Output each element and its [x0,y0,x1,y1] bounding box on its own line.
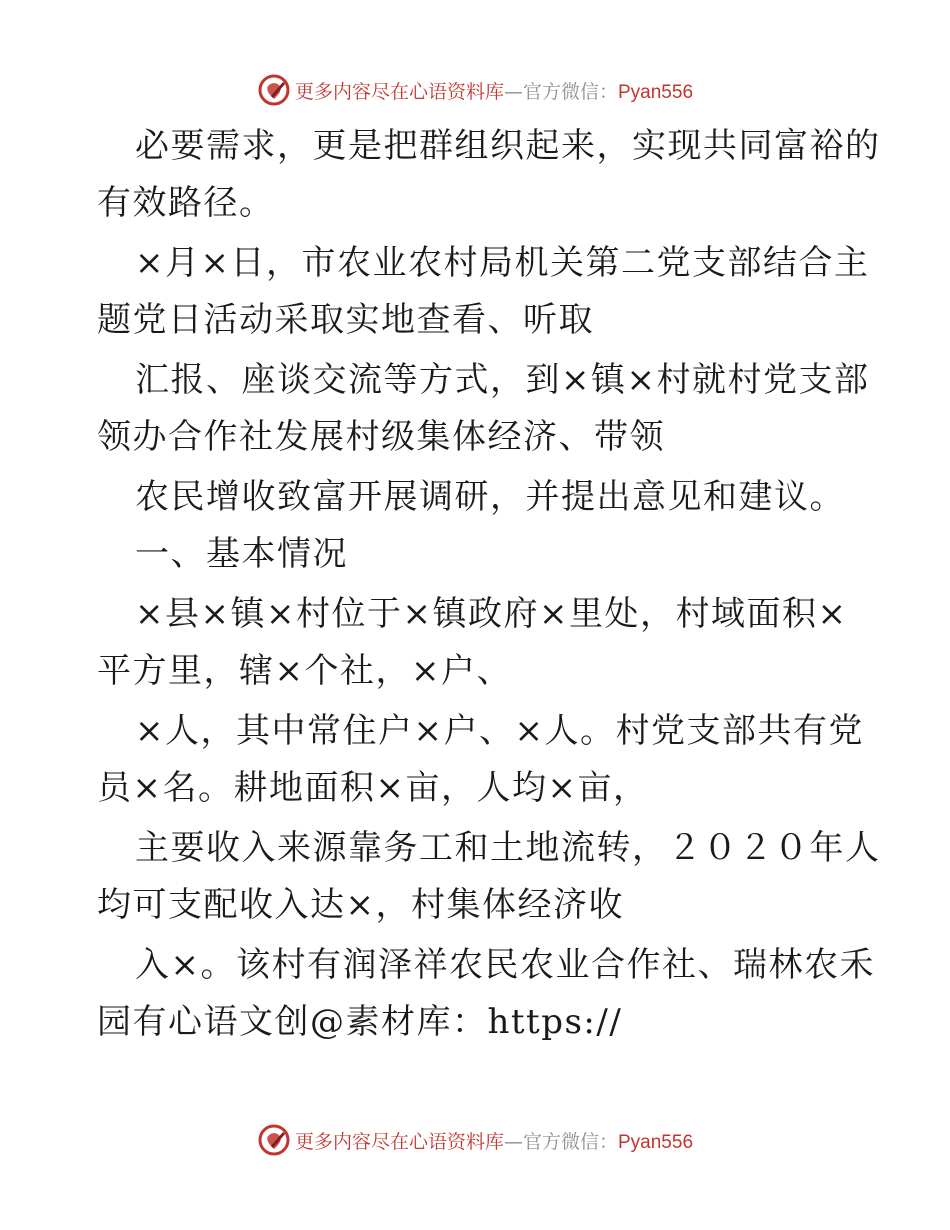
text-line: 主要收入来源靠务工和土地流转，２０２０年人 [135,828,881,868]
text-line: ×人，其中常住户×户、×人。村党支部共有党 [135,711,864,751]
banner-wechat-label: 官方微信： [522,1130,618,1153]
footer-watermark-banner [0,1120,950,1160]
text-line: 均可支配收入达×，村集体经济收 [97,885,624,925]
banner-main-text: 更多内容尽在心语资料库 [294,80,504,103]
text-line: 有效路径。 [97,183,275,223]
text-line: 平方里，辖×个社，×户、 [97,651,512,691]
text-line: 汇报、座谈交流等方式，到×镇×村就村党支部 [135,360,870,400]
banner-separator: — [503,80,523,103]
text-line: ×月×日，市农业农村局机关第二党支部结合主 [135,243,870,283]
section-heading: 一、基本情况 [135,534,348,574]
banner-wechat-id: Pyan556 [618,81,694,103]
banner-wechat-label: 官方微信： [522,80,618,103]
banner-wechat-id: Pyan556 [618,1131,694,1153]
text-line: 入×。该村有润泽祥农民农业合作社、瑞林农禾 [135,945,875,985]
heart-pen-logo-icon [257,73,291,107]
text-line: ×县×镇×村位于×镇政府×里处，村域面积× [135,594,848,634]
header-watermark-banner [0,70,950,110]
text-line: 必要需求，更是把群组织起来，实现共同富裕的 [135,126,881,166]
text-line: 员×名。耕地面积×亩，人均×亩， [97,768,649,808]
text-line: 农民增收致富开展调研，并提出意见和建议。 [135,477,845,517]
text-line: 领办合作社发展村级集体经济、带领 [97,417,665,457]
text-line: 题党日活动采取实地查看、听取 [97,300,594,340]
banner-separator: — [503,1130,523,1153]
text-line: 园有心语文创@素材库：https:// [97,1002,623,1042]
banner-main-text: 更多内容尽在心语资料库 [294,1130,504,1153]
heart-pen-logo-icon [257,1123,291,1157]
